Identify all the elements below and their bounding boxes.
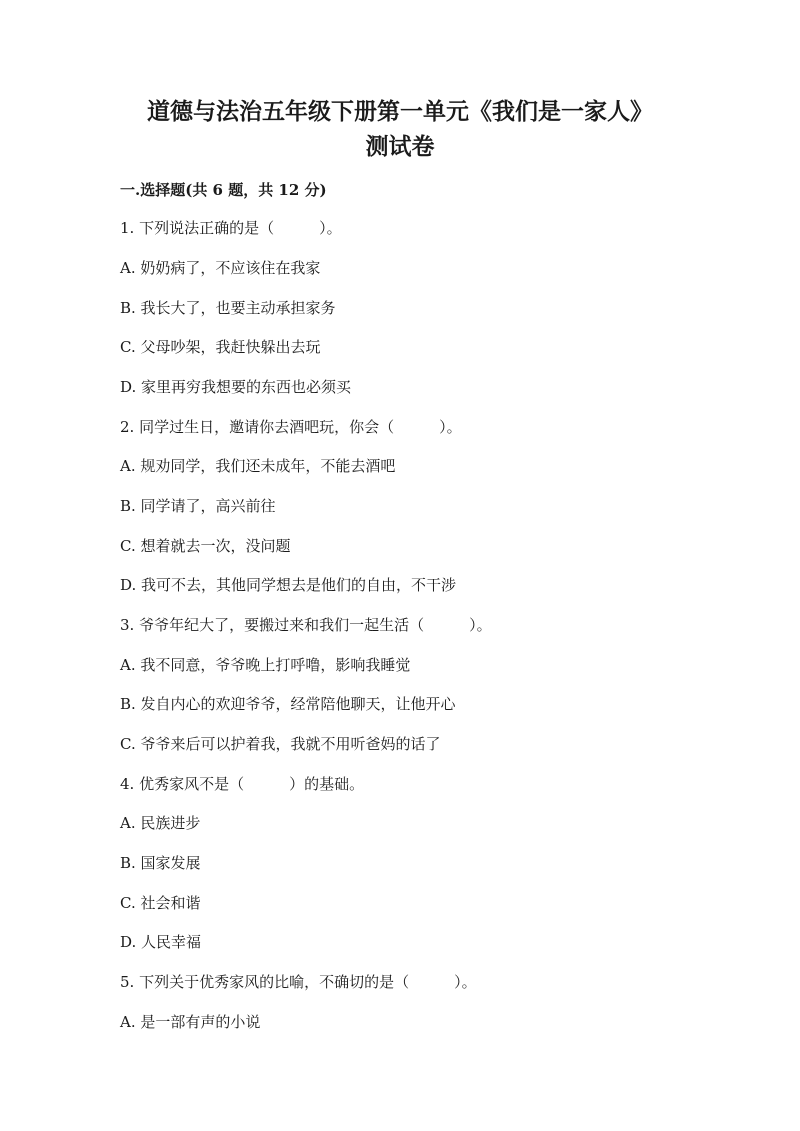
question-4-option-c: C. 社会和谐	[120, 894, 201, 912]
question-3-option-c: C. 爷爷来后可以护着我，我就不用听爸妈的话了	[120, 735, 441, 753]
question-1-stem: 1. 下列说法正确的是（ ）。	[120, 219, 342, 237]
question-5-option-a: A. 是一部有声的小说	[120, 1013, 261, 1031]
question-5-stem: 5. 下列关于优秀家风的比喻，不确切的是（ ）。	[120, 973, 477, 991]
question-2-option-d: D. 我可不去，其他同学想去是他们的自由，不干涉	[120, 576, 457, 594]
question-3-stem: 3. 爷爷年纪大了，要搬过来和我们一起生活（ ）。	[120, 616, 492, 634]
question-3-option-b: B. 发自内心的欢迎爷爷，经常陪他聊天，让他开心	[120, 695, 456, 713]
question-1-option-b: B. 我长大了，也要主动承担家务	[120, 299, 336, 317]
question-3-option-a: A. 我不同意，爷爷晚上打呼噜，影响我睡觉	[120, 656, 411, 674]
question-4-option-a: A. 民族进步	[120, 814, 201, 832]
question-2-option-a: A. 规劝同学，我们还未成年，不能去酒吧	[120, 457, 396, 475]
section-heading: 一.选择题(共 6 题，共 12 分)	[120, 181, 327, 199]
question-1-option-a: A. 奶奶病了，不应该住在我家	[120, 259, 321, 277]
question-2-option-c: C. 想着就去一次，没问题	[120, 537, 291, 555]
question-1-option-d: D. 家里再穷我想要的东西也必须买	[120, 378, 352, 396]
question-4-option-b: B. 国家发展	[120, 854, 201, 872]
question-4-stem: 4. 优秀家风不是（ ）的基础。	[120, 775, 365, 793]
question-4-option-d: D. 人民幸福	[120, 933, 202, 951]
question-1-option-c: C. 父母吵架，我赶快躲出去玩	[120, 338, 321, 356]
document-title-line-1: 道德与法治五年级下册第一单元《我们是一家人》	[147, 98, 653, 125]
question-2-stem: 2. 同学过生日，邀请你去酒吧玩，你会（ ）。	[120, 418, 462, 436]
document-title-line-2: 测试卷	[365, 133, 435, 160]
question-2-option-b: B. 同学请了，高兴前往	[120, 497, 276, 515]
